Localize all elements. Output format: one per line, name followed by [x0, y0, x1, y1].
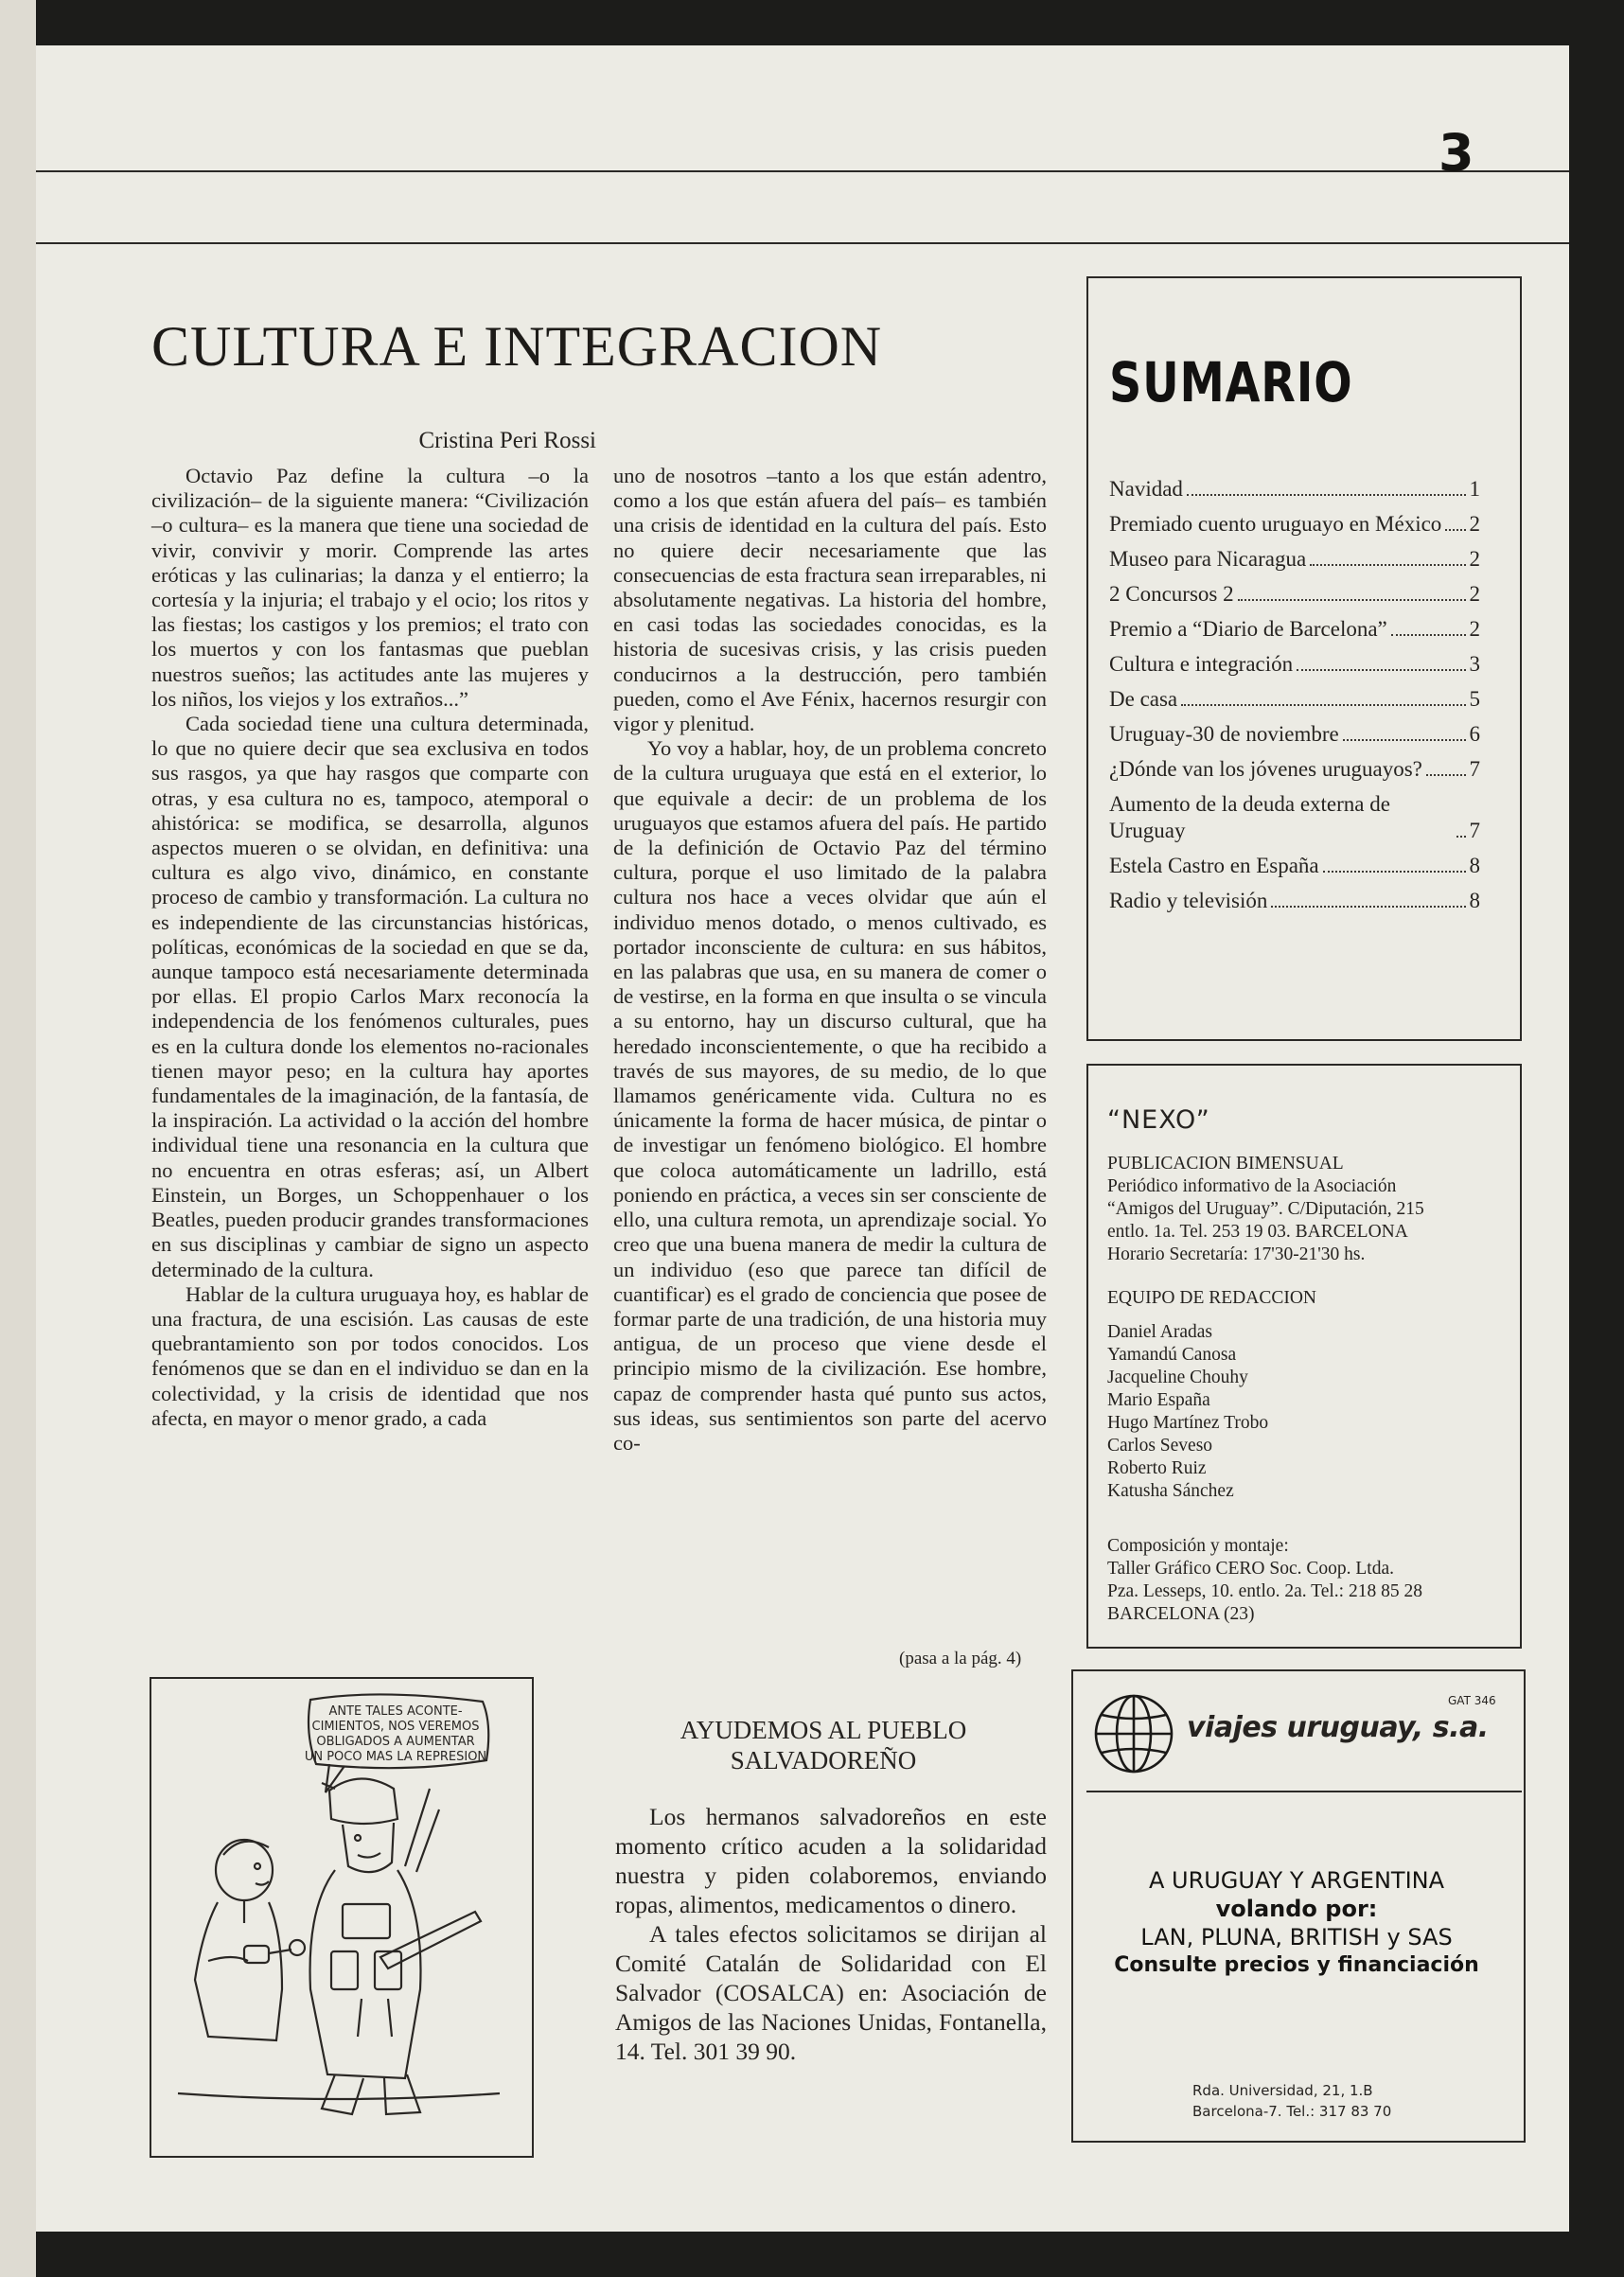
- ad-address: Barcelona-7. Tel.: 317 83 70: [1192, 2103, 1392, 2120]
- toc-page: 3: [1469, 652, 1480, 676]
- toc-title: Museo para Nicaragua: [1109, 547, 1307, 571]
- appeal-paragraph: Los hermanos salvadoreños en este momento crítico acuden a la solidaridad nuestra y piden colaboremos, enviando ropas, alimentos, medicamentos o dinero.: [615, 1803, 1047, 1918]
- article-title: CULTURA E INTEGRACION: [151, 315, 883, 378]
- appeal-paragraph: A tales efectos solicitamos se dirijan al Comité Catalán de Solidaridad con El Salvador (COSALCA) en: Asociación de Amigos de las Naciones Unidas, Fontanella, 14. Tel. 301 39 90.: [615, 1920, 1047, 2065]
- toc-title: Uruguay-30 de noviembre: [1109, 722, 1339, 746]
- bubble-line: OBLIGADOS A AUMENTAR: [316, 1735, 475, 1749]
- toc-item[interactable]: [1109, 616, 1480, 643]
- toc-page: 2: [1469, 547, 1480, 571]
- toc-leader: [1297, 669, 1465, 671]
- nexo-info-line: “Amigos del Uruguay”. C/Diputación, 215: [1107, 1199, 1424, 1219]
- credits-line: Pza. Lesseps, 10. entlo. 2a. Tel.: 218 85 28: [1107, 1581, 1422, 1601]
- article-column-2: [613, 464, 1047, 1647]
- toc-page: 1: [1469, 477, 1480, 501]
- toc-leader: [1445, 529, 1465, 531]
- toc-item[interactable]: [1109, 853, 1480, 879]
- ad-line: A URUGUAY Y ARGENTINA: [1148, 1867, 1445, 1894]
- toc-leader: [1343, 739, 1466, 741]
- toc-title: Radio y televisión: [1109, 889, 1268, 912]
- article-paragraph: Cada sociedad tiene una cultura determinada, lo que no quiere decir que sea exclusiva en todos sus rasgos, ya que hay rasgos que comparte con otras, y esa cultura no es, tampoco, atemporal o ahistórica: se modifica, se desarrolla, algunos aspectos mueren o se olvidan, en definitiva: una cultura es algo vivo, dinámico, en constante proceso de cambio y transformación. La cultura no es independiente de las circunstancias históricas, políticas, económicas de la sociedad en que se da, aunque tampoco está necesariamente determinada por ellas. El propio Carlos Marx reconocía la independencia de los fenómenos culturales, pues es en la cultura donde los elementos no-racionales tienen mayor peso; en la cultura hay aportes fundamentales de la imaginación, de la fantasía, de la inspiración. La actividad o la acción del hombre individual tiene una resonancia en la cultura que no encuentra en otras esferas; así, un Albert Einstein, un Borges, un Schoppenhauer o los Beatles, pueden producir grandes transformaciones en sus disciplinas y cambiar de signo un aspecto determinado de la cultura.: [151, 712, 589, 1281]
- staff-name: Roberto Ruiz: [1107, 1458, 1207, 1478]
- toc-leader: [1426, 774, 1466, 776]
- appeal-title-line: AYUDEMOS AL PUEBLO: [680, 1716, 967, 1744]
- header-rule-bottom: [36, 242, 1569, 244]
- sumario-title: SUMARIO: [1109, 350, 1353, 415]
- toc-item[interactable]: [1109, 791, 1480, 844]
- sumario-list: [1109, 476, 1480, 923]
- article-paragraph: Octavio Paz define la cultura –o la civilización– de la siguiente manera: “Civilización –o cultura– es la manera que tiene una sociedad de vivir, convivir y morir. Comprende las artes eróticas y las culinarias; la danza y el entierro; la cortesía y la injuria; el trabajo y el ocio; los ritos y las fiestas; los castigos y los premios; el trato con los muertos y con los fantasmas que pueblan nuestros sueños; las actitudes ante las mujeres y los niños, los viejos y los extraños...”: [151, 464, 589, 711]
- toc-leader: [1238, 599, 1466, 601]
- header-rule-top: [36, 170, 1569, 172]
- toc-title: ¿Dónde van los jóvenes uruguayos?: [1109, 757, 1422, 781]
- toc-title: Aumento de la deuda externa de Uruguay: [1109, 792, 1390, 842]
- toc-item[interactable]: [1109, 888, 1480, 914]
- toc-item[interactable]: [1109, 721, 1480, 748]
- ad-line: Consulte precios y financiación: [1114, 1953, 1479, 1977]
- article-paragraph: Yo voy a hablar, hoy, de un problema concreto de la cultura uruguaya que está en el exterior, lo que equivale a decir: de un problema de los uruguayos que estamos afuera del país. He partido de la definición de Octavio Paz del término cultura, porque el uso limitado de la palabra cultura nos hace a veces olvidar que aún el individuo menos dotado, o menos cultivado, es portador inconsciente de cultura: en sus hábitos, en las palabras que usa, en su manera de comer o de vestirse, en la forma en que insulta o se vincula a su entorno, hay un discurso cultural, que ha heredado inconscientemente, o que ha recibido a través de sus mayores, de su medio, de lo que llamamos genéricamente vida. Cultura no es únicamente la forma de hacer música, de pintar o de investigar un fenómeno biológico. El hombre que coloca automáticamente un ladrillo, está poniendo en práctica, a veces sin ser consciente de ello, una cultura remota, un aprendizaje social. Yo creo que una buena manera de medir la cultura de un individuo (eso que parece tan difícil de cuantificar) es el grado de conciencia que posee de formar parte de una tradición, de una historia muy antigua, de un proceso que viene desde el principio mismo de la civilización. Ese hombre, capaz de comprender hasta qué punto sus actos, sus ideas, sus sentimientos son parte del acervo co-: [613, 736, 1047, 1455]
- nexo-info-line: entlo. 1a. Tel. 253 19 03. BARCELONA: [1107, 1222, 1408, 1242]
- toc-leader: [1391, 634, 1466, 636]
- toc-page: 7: [1469, 819, 1480, 842]
- ad-address: Rda. Universidad, 21, 1.B: [1192, 2082, 1373, 2099]
- nexo-title: “NEXO”: [1107, 1105, 1210, 1135]
- article-author: Cristina Peri Rossi: [418, 428, 596, 453]
- toc-title: Cultura e integración: [1109, 652, 1294, 676]
- bubble-line: UN POCO MAS LA REPRESION: [304, 1750, 487, 1764]
- appeal-title: [644, 1715, 1003, 1775]
- credits-line: Taller Gráfico CERO Soc. Coop. Ltda.: [1107, 1559, 1394, 1579]
- staff-name: Carlos Seveso: [1107, 1436, 1213, 1456]
- toc-title: De casa: [1109, 687, 1178, 711]
- article-paragraph: Hablar de la cultura uruguaya hoy, es hablar de una fractura, de una escisión. Las causas de este quebrantamiento son por todos conocidos. Los fenómenos que se dan en el individuo se dan en la colectividad, y la crisis de identidad que nos afecta, en mayor o menor grado, a cada: [151, 1281, 589, 1430]
- staff-name: Daniel Aradas: [1107, 1322, 1213, 1342]
- nexo-info-line: Horario Secretaría: 17'30-21'30 hs.: [1107, 1244, 1366, 1264]
- toc-leader: [1181, 704, 1465, 706]
- staff-heading: EQUIPO DE REDACCION: [1107, 1288, 1316, 1308]
- nexo-info-line: PUBLICACION BIMENSUAL: [1107, 1154, 1344, 1174]
- toc-item[interactable]: [1109, 756, 1480, 783]
- toc-title: Estela Castro en España: [1109, 854, 1319, 877]
- toc-title: Navidad: [1109, 477, 1183, 501]
- nexo-info-line: Periódico informativo de la Asociación: [1107, 1176, 1397, 1196]
- toc-page: 2: [1469, 617, 1480, 641]
- toc-title: 2 Concursos 2: [1109, 582, 1234, 606]
- toc-page: 5: [1469, 687, 1480, 711]
- appeal-title-line: SALVADOREÑO: [730, 1746, 917, 1774]
- staff-name: Mario España: [1107, 1390, 1210, 1410]
- toc-item[interactable]: [1109, 686, 1480, 713]
- toc-item[interactable]: [1109, 651, 1480, 678]
- ad-logo: viajes uruguay, s.a.: [1187, 1711, 1489, 1744]
- toc-leader: [1456, 836, 1466, 838]
- appeal-body: [615, 1802, 1047, 2066]
- bubble-line: CIMIENTOS, NOS VEREMOS: [311, 1720, 480, 1734]
- article-column-1: [151, 464, 589, 1658]
- toc-item[interactable]: [1109, 476, 1480, 503]
- ad-line: volando por:: [1215, 1896, 1378, 1922]
- toc-item[interactable]: [1109, 546, 1480, 573]
- article-paragraph: uno de nosotros –tanto a los que están adentro, como a los que están afuera del país– es también una crisis de identidad en la cultura del país. Esto no quiere decir necesariamente que las consecuencias de esta fractura sean irreparables, ni absolutamente negativas. La historia del hombre, en casi todas las sociedades conocidas, es la historia de sucesivas crisis, y las crisis pueden conducirnos a la destrucción, pero también pueden, como el Ave Fénix, hacernos resurgir con vigor y plenitud.: [613, 464, 1047, 736]
- toc-page: 7: [1469, 757, 1480, 781]
- previous-page-edge: [0, 0, 36, 2277]
- ad-line: LAN, PLUNA, BRITISH y SAS: [1140, 1924, 1453, 1950]
- credits-line: Composición y montaje:: [1107, 1536, 1289, 1556]
- toc-page: 8: [1469, 889, 1480, 912]
- staff-name: Hugo Martínez Trobo: [1107, 1413, 1269, 1433]
- staff-name: Katusha Sánchez: [1107, 1481, 1234, 1501]
- globe-icon: [1090, 1690, 1177, 1777]
- toc-page: 8: [1469, 854, 1480, 877]
- ad-code: GAT 346: [1448, 1694, 1496, 1707]
- toc-page: 6: [1469, 722, 1480, 746]
- continued-note: (pasa a la pág. 4): [899, 1649, 1022, 1668]
- ad-divider: [1086, 1791, 1522, 1792]
- bubble-line: ANTE TALES ACONTE-: [328, 1704, 463, 1719]
- toc-page: 2: [1469, 512, 1480, 536]
- toc-leader: [1310, 564, 1465, 566]
- credits-line: BARCELONA (23): [1107, 1604, 1255, 1624]
- toc-page: 2: [1469, 582, 1480, 606]
- staff-name: Jacqueline Chouhy: [1107, 1368, 1248, 1387]
- page-number: 3: [1439, 123, 1474, 183]
- toc-leader: [1323, 871, 1466, 873]
- staff-name: Yamandú Canosa: [1107, 1345, 1237, 1365]
- toc-item[interactable]: [1109, 581, 1480, 608]
- toc-item[interactable]: [1109, 511, 1480, 538]
- ad-text: [1081, 1866, 1512, 1980]
- toc-title: Premiado cuento uruguayo en México: [1109, 512, 1442, 536]
- cartoon-illustration: [150, 1677, 530, 2154]
- toc-leader: [1187, 494, 1466, 496]
- toc-title: Premio a “Diario de Barcelona”: [1109, 617, 1387, 641]
- toc-leader: [1271, 906, 1465, 908]
